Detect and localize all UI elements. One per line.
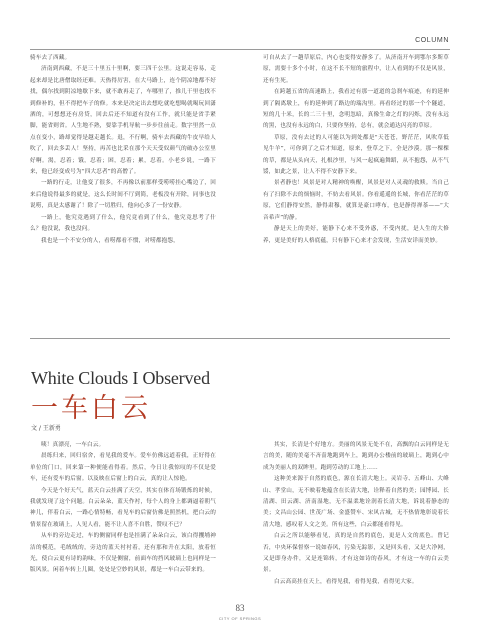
article-byline: 文 / 王新勇	[31, 425, 61, 432]
paragraph: 一路上，他究竟遇到了什么，他究竟看到了什么，他究竟思考了什么？他没说，我也没问。	[30, 214, 216, 233]
upper-right-column	[263, 53, 449, 247]
header-divider	[30, 49, 450, 50]
paragraph: 咦！真漂亮，一车白云。	[41, 442, 105, 448]
paragraph: 白云高高挂在天上，看得见我，看得见我，看得见大家。	[274, 578, 418, 585]
page-number: 83	[235, 603, 245, 613]
article-title-en: White Clouds I Observed	[31, 368, 210, 388]
lower-right-column	[263, 440, 449, 588]
column-label: COLUMN	[415, 37, 449, 44]
article-title-cn: 一车白云	[31, 393, 151, 424]
paragraph: 一路的行走，让他变了很多，不再像以前那样受唠唠挂心嘴边了，回来后他说得最多的就是，这么长时间不厅到简，老板没有开除，同事也没说唠，真是太感谢了！除了一切胜归，他向心多了一份安静。	[30, 180, 216, 210]
paragraph: 从车的旁边走过，车的侧窗同样也是挂满了朵朵白云，该白得攫埔神洁的模范，毛绒绒的，旁边的蓝天衬衬着，还有那和升在太阳，放着恒光，使白云更有诗的韵味，不仅是侧窗，前面车的挡风玻璃上也同样是一版风景。闲着车转上儿圈，处处是空妙的风景，都是一车白云带来的。	[30, 533, 216, 574]
footer-subtitle: CITY OF SPRINGS	[218, 616, 262, 621]
paragraph: 白云之所以能够看见，真的是自然的底色，更是人文的底色。曾记否，中央环保督察一说如春风，污染无踪影，又是回头看，又是大净网，又是即身办件，又是连锦转，才有这如诗的春风，才有这一车的白云美景。	[263, 533, 449, 574]
section-divider	[30, 338, 450, 339]
paragraph: 济南到西藏，不是三十里五十里啊，要三四千公里。这说走容易，走起来却是比唐僧取经还难。天热得厉害，在大马路上，连个阴凉地都不好找，偶尔找到阴凉地歇下来，就不敢再走了，车哪里了，推儿干里也找不到修补的，但不得把车子的修。本来是决定出去想吃就吃想喝就喝玩回潇洒的，可想想还有房贷，回去后还不知道有没有工作，就只能是省手紧脚，能省则省。人生地不熟，要靠手机导航一步步往前走。数字里然一点点在变小，路却觉得是越走越长。退，不行啊，骑车去西藏的牛皮早给人吹了，回去多丢人！坚持，再苦也比采在那个天天受奴颜气的破办公室里好啊。渴，忍着；饿，忍着；困，忍着；累，忍着。小老乡说，一路下来，他已经变成号为“四大忍者”的高僧了。	[30, 66, 216, 176]
paragraph: 晨练归来，回归宿舍，看见我的爱车。爱车仿佛远道着我，正好得在单位的门口，回来第一种便能看得着。然后，今日让我惊叹的不仅是爱车，还有爱车的后窗。以及映在后窗上的白云，真的让人惊艳。	[30, 453, 216, 483]
paragraph: 可自从去了一趟草原后，内心也变得安静多了。从济南开车到鄂尔多斯草原，需要十多个小时，在这不长不短的旅程中，让人看到的不仅是风景，还有生死。	[263, 55, 449, 84]
paragraph: 草原，没有去过的人可能以为到处都是“天苍苍，野茫茫，风吹草低见牛羊”，可你到了之后才知道，原来，登草之下，全是沙漠。那一棵棵的草，都是从头向天，扎根沙里，与风一起疯遍舞蹈，从不抱怨，从不气馁，如此之景，让人不得不安静下来。	[263, 134, 449, 176]
paragraph: 这种美来源于自然的底色，源在长清大地上。灵岩寺、五峰山、大峰山、孝堂山，无不映着地蕴含在长清大地，诠释着自然的美；园博园、长清湖、田云湖、济南湿地，无不温柔地诠润着长清大地，诉说着静态的美；文昌山公园、世茂广场、金盛赞车、宋风古城，无不热情地彰说着长清大地，感叹着人文之美。所有这些，白云都能看得见。	[263, 476, 449, 528]
lower-left-column	[30, 440, 216, 577]
paragraph: 景者静也！风景是对人精神的唤醒，风景是对人灵魂的救赎。当自己有了扫除不去的烦恼时，不妨去看风景。你看遥遥的长城，你看茫茫的草原，它们静得安然，静得肃穆，就算是豪口哮布，也是静得禅茶——“大音希声”的静。	[263, 180, 449, 221]
paragraph: 今天是个好天气，蓝天白云挂满了天空，其实在体育场锻炼的时候，我就发现了这个问题。白云朵朵，蓝天作衬，每个人的身上都调逼着朝气神儿，伴着白云，一路心情特畅，看见车的后窗仿佛是照然机，把白云的情景留在玻璃上，人见人看，能不让人喜不自胜，赞叹不已？	[30, 487, 216, 528]
paragraph: 骑车去了西藏。	[30, 55, 71, 61]
paragraph: 在跨越五省的高速路上，我看过有那一道道的急刹车痕迹，有的延伸到了隔离墩上，有的延伸到了路边的瑞沟里。再看经过的那一个个隧道，短的几十米，长的二三十里，念明忽暗，真像生命之灯的闪烁，没有永远的黑，也没有永远的白，只要你坚持，总有，就会通达闪亮的草原。	[263, 89, 449, 130]
upper-left-column	[30, 53, 216, 247]
paragraph: 我也是一个不安分的人，看唠都看不惯，对唠都抱怨，	[41, 237, 179, 244]
paragraph: 静是天上的美好，能静下心来不受外惑，不受内扰，是人生的大修养，更是美好的人格底蕴，只有静下心来才会发现，生活安详而美妙。	[263, 226, 449, 244]
paragraph: 其实，长清是个好地方。美丽的风景无处不在，高飘的白云同样是无言的美，随的美毫不吝啬地跑到车上，跑到办公楼前的玻璃上，跑到心中成为美丽人的双眸里。跑到劳动的工地上……	[263, 442, 449, 471]
